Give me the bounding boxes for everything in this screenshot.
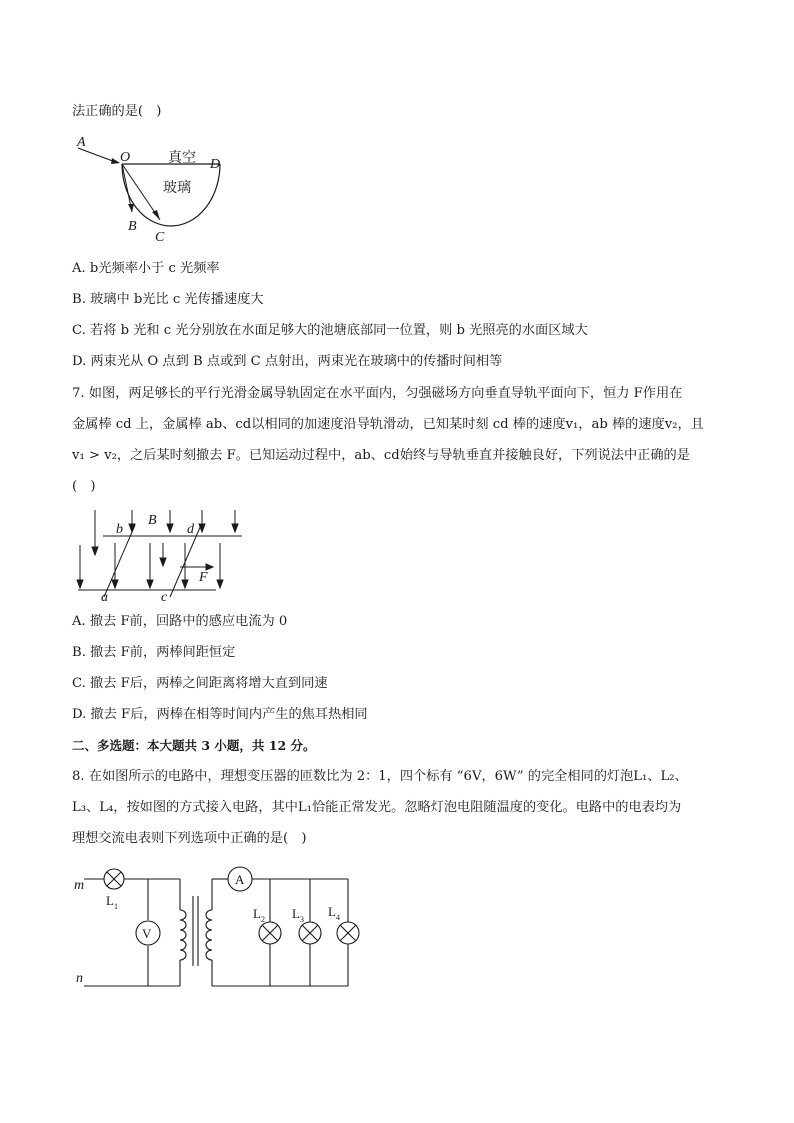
- label-d: d: [187, 522, 194, 537]
- refraction-figure: [60, 130, 240, 248]
- label-F: F: [199, 570, 208, 585]
- q6-option-b: B. 玻璃中 b光比 c 光传播速度大: [72, 292, 264, 307]
- q7-line-3: v₁ > v₂，之后某时刻撤去 F。已知运动过程中，ab、cd始终与导轨垂直并接触良好，下列说法中正确的是: [72, 448, 690, 463]
- q7-line-2: 金属棒 cd 上，金属棒 ab、cd以相同的加速度沿导轨滑动，已知某时刻 cd 棒的速度v₁，ab 棒的速度v₂，且: [72, 417, 704, 432]
- label-glass: 玻璃: [163, 181, 191, 196]
- q8-line-1: 8. 在如图所示的电路中，理想变压器的匝数比为 2：1，四个标有 “6V，6W” 的完全相同的灯泡L₁、L₂、: [72, 769, 688, 784]
- circuit-figure: [70, 862, 370, 992]
- q8-line-3: 理想交流电表则下列选项中正确的是( ): [72, 831, 307, 846]
- sub-2: 2: [261, 915, 265, 924]
- q7-line-4: ( ): [72, 479, 96, 494]
- label-L1: L: [106, 893, 114, 908]
- ammeter-label: A: [235, 872, 245, 887]
- q6-option-a: A. b光频率小于 c 光频率: [72, 261, 220, 276]
- label-L3: L: [292, 906, 300, 921]
- label-B-field: B: [148, 513, 157, 528]
- label-A: A: [77, 135, 86, 150]
- sub-1: 1: [114, 902, 118, 911]
- label-b: b: [116, 522, 123, 537]
- q7-option-c: C. 撤去 F后，两棒之间距离将增大直到同速: [72, 676, 328, 691]
- q6-option-d: D. 两束光从 O 点到 B 点或到 C 点射出，两束光在玻璃中的传播时间相等: [72, 354, 503, 369]
- sub-3: 3: [300, 915, 304, 924]
- label-L2: L: [253, 906, 261, 921]
- q7-option-a: A. 撤去 F前，回路中的感应电流为 0: [72, 614, 288, 629]
- q7-option-d: D. 撤去 F后，两棒在相等时间内产生的焦耳热相同: [72, 707, 368, 722]
- section-heading: 二、多选题：本大题共 3 小题，共 12 分。: [72, 738, 316, 753]
- intro-line: 法正确的是( ): [72, 104, 162, 119]
- label-C: C: [155, 230, 165, 245]
- label-O: O: [120, 150, 131, 165]
- q6-option-c: C. 若将 b 光和 c 光分别放在水面足够大的池塘底部同一位置，则 b 光照亮的水面区域大: [72, 323, 588, 338]
- q7-line-1: 7. 如图，两足够长的平行光滑金属导轨固定在水平面内，匀强磁场方向垂直导轨平面向下，恒力 F作用在: [72, 386, 683, 401]
- label-m: m: [74, 878, 85, 893]
- label-c: c: [161, 590, 168, 605]
- label-B: B: [128, 219, 137, 234]
- label-vacuum: 真空: [168, 151, 196, 166]
- q7-option-b: B. 撤去 F前，两棒间距恒定: [72, 645, 236, 660]
- label-a: a: [101, 590, 108, 605]
- label-L4: L: [328, 904, 336, 919]
- q8-line-2: L₃、L₄，按如图的方式接入电路，其中L₁恰能正常发光。忽略灯泡电阻随温度的变化。电路中的电表均为: [72, 800, 682, 815]
- voltmeter-label: V: [142, 926, 152, 941]
- label-n: n: [76, 971, 83, 986]
- rails-figure: [70, 505, 250, 605]
- sub-4: 4: [336, 913, 340, 922]
- label-D: D: [210, 157, 221, 172]
